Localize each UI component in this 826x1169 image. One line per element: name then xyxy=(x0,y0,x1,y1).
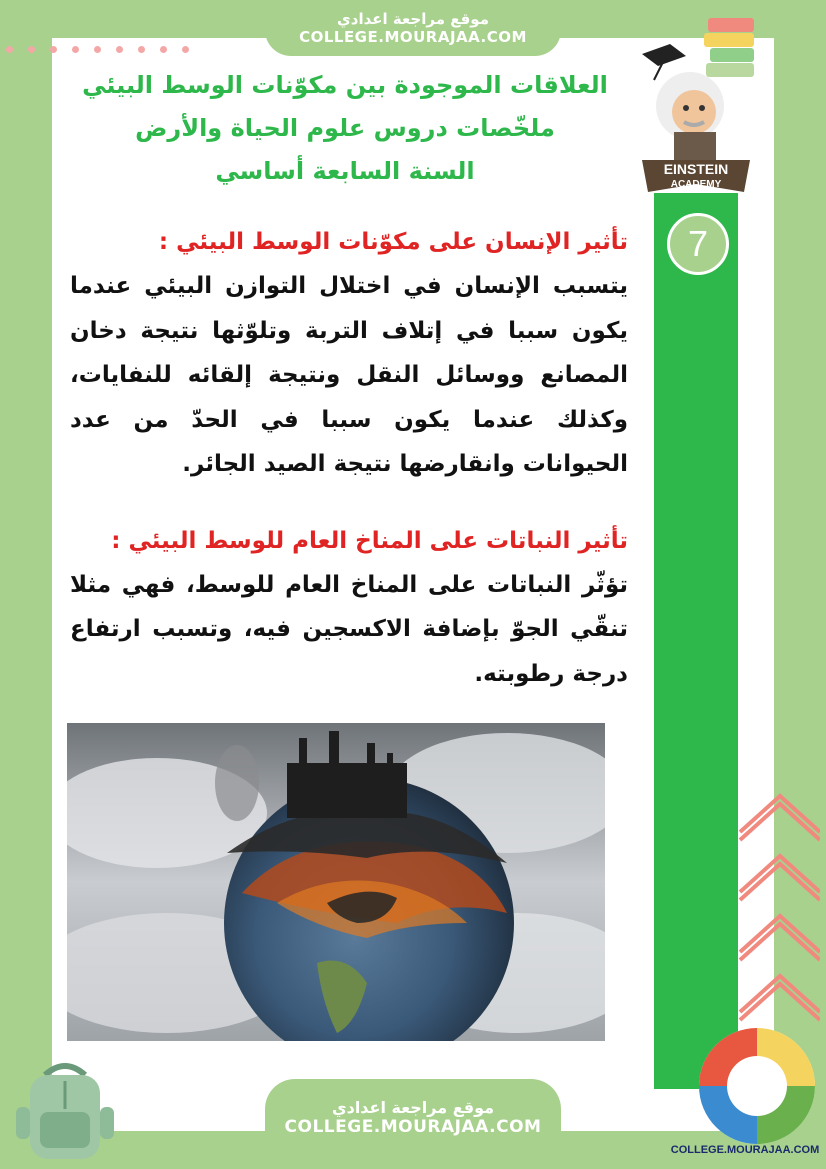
polluted-earth-image xyxy=(67,723,605,1041)
site-url[interactable]: COLLEGE.MOURAJAA.COM xyxy=(299,28,527,46)
section-body-plants: تؤثّر النباتات على المناخ العام للوسط، فهي مثلا تنقّي الجوّ بإضافة الاكسجين فيه، وتسبب ارتفاع درجة رطوبته. xyxy=(70,571,628,687)
brand-url-small[interactable]: COLLEGE.MOURAJAA.COM xyxy=(670,1144,820,1156)
decorative-chevrons xyxy=(734,790,820,1040)
section-body-human: يتسبب الإنسان في اختلال التوازن البيئي عندما يكون سببا في إتلاف التربة وتلوّثها نتيجة دخان المصانع ووسائل النقل ونتيجة إلقائه للنفايات، وكذلك عندما يكون سببا في الحدّ من عدد الحيوانات وانقارضها نتيجة الصيد الجائر. xyxy=(70,273,628,477)
page-subtitle: ملخّصات دروس علوم الحياة والأرض xyxy=(135,114,555,142)
lesson-content xyxy=(70,220,628,696)
backpack-icon xyxy=(10,1057,120,1167)
footer-site-name: موقع مراجعة اعدادي xyxy=(331,1098,495,1117)
education-wheel-logo xyxy=(694,1022,820,1150)
footer-site-tab[interactable] xyxy=(265,1079,561,1169)
section-heading-human: تأثير الإنسان على مكوّنات الوسط البيئي : xyxy=(158,229,628,255)
document-titles xyxy=(60,64,630,193)
footer-site-url[interactable]: COLLEGE.MOURAJAA.COM xyxy=(284,1117,542,1137)
einstein-academy-logo xyxy=(636,14,756,194)
logo-line2: ACADEMY xyxy=(670,179,722,190)
logo-line1: EINSTEIN xyxy=(663,161,729,177)
header-site-tab[interactable] xyxy=(265,0,561,56)
grade-label: السنة السابعة أساسي xyxy=(215,157,475,185)
decorative-dots xyxy=(0,46,200,56)
site-name: موقع مراجعة اعدادي xyxy=(337,10,489,28)
section-heading-plants: تأثير النباتات على المناخ العام للوسط البيئي : xyxy=(111,527,628,554)
page-number-badge: 7 xyxy=(667,213,729,275)
page-title: العلاقات الموجودة بين مكوّنات الوسط البيئي xyxy=(82,71,608,99)
side-stripe xyxy=(654,193,738,1089)
